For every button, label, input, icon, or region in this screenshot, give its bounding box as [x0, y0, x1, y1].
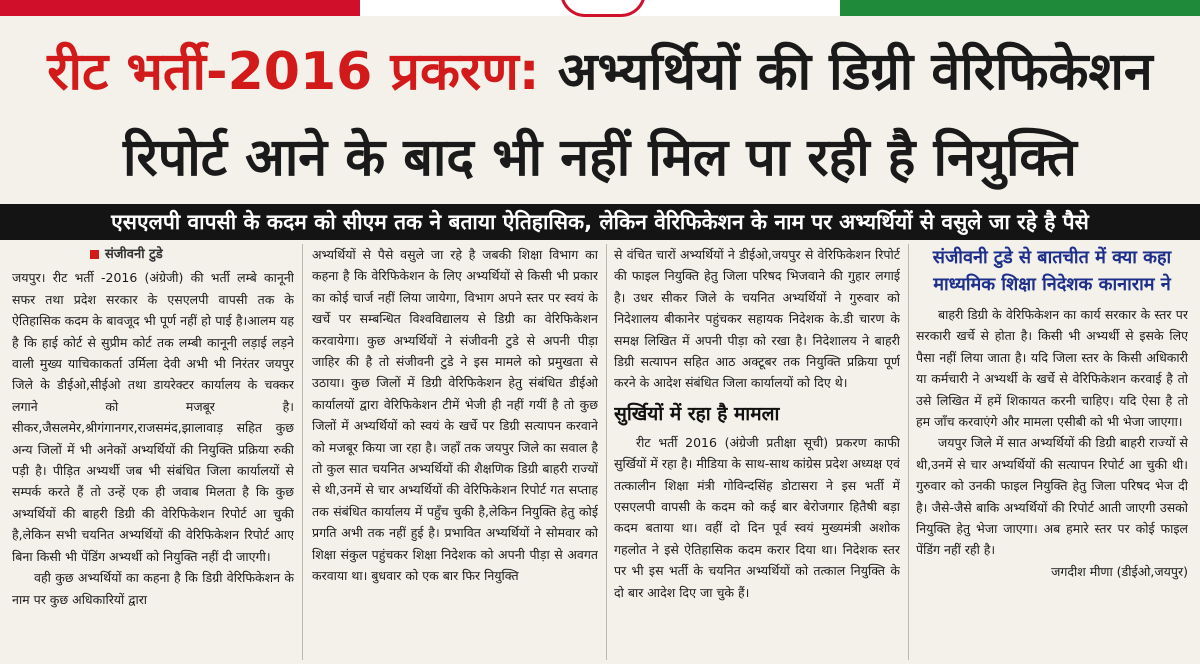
masthead-green-segment	[840, 0, 1200, 16]
column-rule	[908, 244, 909, 660]
headline-kicker: रीट भर्ती-2016 प्रकरण:	[47, 42, 540, 102]
article-column-2	[312, 244, 598, 658]
masthead-red-segment	[0, 0, 360, 16]
section-subheading-text: सुर्खियों में रहा है मामला	[614, 402, 780, 425]
headline-line-1-text: अभ्यर्थियों की डिग्री वेरिफिकेशन	[557, 42, 1153, 102]
subheadline-bar: एसएलपी वापसी के कदम को सीएम तक ने बताया ऐतिहासिक, लेकिन वेरिफिकेशन के नाम पर अभ्यर्थियों से वसुले जा रहे है पैसे	[0, 204, 1200, 240]
section-subheading	[614, 400, 900, 428]
headline-line-1	[0, 34, 1200, 110]
paragraph: वही कुछ अभ्यर्थियों का कहना है कि डिग्री वेरिफिकेशन के नाम पर कुछ अधिकारियों द्वारा	[12, 570, 294, 607]
signature-line: जगदीश मीणा (डीईओ,जयपुर)	[1051, 563, 1188, 579]
article-column-4	[916, 244, 1188, 658]
paragraph: से वंचित चारों अभ्यर्थियों ने डीईओ,जयपुर से वेरिफिकेशन रिपोर्ट की फाइल नियुक्ति हेतु जिला परिषद भिजवाने की गुहार लगाई है। उधर सीकर जिले के चयनित अभ्यर्थियों ने गुरुवार को निदेशालय बीकानेर पहुंचकर सहायक निदेशक के.डी चारण के समक्ष लिखित में अपनी पीड़ा को रखा है। निदेशालय ने बाहरी डिग्री सत्यापन सहित आठ अक्टूबर तक नियुक्ति प्रक्रिया पूर्ण करने के आदेश संबंधित जिला कार्यालयों को दिए थे।	[614, 247, 900, 391]
paragraph: जयपुर। रीट भर्ती -2016 (अंग्रेजी) की भर्ती लम्बे कानूनी सफर तथा प्रदेश सरकार के एसएलपी वापसी तक के ऐतिहासिक कदम के बावजूद भी पूर्ण नहीं हो पाई है।आलम यह है कि हाई कोर्ट से सुप्रीम कोर्ट तक लम्बी कानूनी लड़ाई लड़ने वाली मुख्य याचिकाकर्ता उर्मिला देवी अभी भी निरंतर जयपुर जिले के डीईओ,सीईओ तथा डायरेक्टर कार्यालय के चक्कर लगाने को मजबूर है। सीकर,जैसलमेर,श्रीगंगानगर,राजसमंद,झालावाड़ सहित कुछ अन्य जिलों में भी अनेकों अभ्यर्थियों की नियुक्ति प्रक्रिया रुकी पड़ी है। पीड़ित अभ्यर्थी जब भी संबंधित जिला कार्यालयों से सम्पर्क करते हैं तो उन्हें एक ही जवाब मिलता है कि कुछ अभ्यर्थियों की बाहरी डिग्री की वेरिफिकेशन रिपोर्ट आ चुकी है,लेकिन सभी चयनित अभ्यर्थियों की वेरिफिकेशन रिपोर्ट आए बिना किसी भी पेंडिंग अभ्यर्थी को नियुक्ति नहीं दी जाएगी।	[12, 270, 294, 564]
masthead-logo-arc	[560, 0, 646, 17]
headline	[0, 20, 1200, 200]
byline-square-icon	[90, 250, 99, 259]
masthead-strip	[0, 0, 1200, 16]
article-column-1	[12, 244, 294, 658]
headline-line-2: रिपोर्ट आने के बाद भी नहीं मिल पा रही है नियुक्ति	[123, 128, 1077, 188]
paragraph: अभ्यर्थियों से पैसे वसुले जा रहे है जबकी शिक्षा विभाग का कहना है कि वेरिफिकेशन के लिए अभ्यर्थियों से किसी भी प्रकार का कोई चार्ज नहीं लिया जायेगा, विभाग अपने स्तर पर स्वयं के खर्चे पर सम्बन्धित विश्वविद्यालय से डिग्री का वेरिफिकेशन करवायेगा। कुछ अभ्यर्थियों ने संजीवनी टुडे से अपनी पीड़ा जाहिर की है तो संजीवनी टुडे ने इस मामले को प्रमुखता से उठाया। कुछ जिलों में डिग्री वेरिफिकेशन हेतु संबंधित डीईओ कार्यालयों द्वारा वेरिफिकेशन टीमें भेजी ही नहीं गयीं है तो कुछ जिलों में अभ्यर्थियों को स्वयं के खर्चे पर डिग्री सत्यापन करवाने को मजबूर किया जा रहा है। जहाँ तक जयपुर जिले का सवाल है तो कुल सात चयनित अभ्यर्थियों की शैक्षणिक डिग्री बाहरी राज्यों से थी,उनमें से चार अभ्यर्थियों की वेरिफिकेशन रिपोर्ट गत सप्ताह तक संबंधित कार्यालय में पहुँच चुकी है,लेकिन नियुक्ति हेतु कोई प्रगति अभी तक नहीं हुई है। प्रभावित अभ्यर्थियों ने सोमवार को शिक्षा संकुल पहुंचकर शिक्षा निदेशक को अपनी पीड़ा से अवगत करवाया था। बुधवार को एक बार फिर नियुक्ति	[312, 247, 598, 584]
article-column-3	[614, 244, 900, 658]
paragraph: बाहरी डिग्री के वेरिफिकेशन का कार्य सरकार के स्तर पर सरकारी खर्चे से होता है। किसी भी अभ्यर्थी से इसके लिए पैसा नहीं लिया जाता है। यदि जिला स्तर के किसी अधिकारी या कर्मचारी ने अभ्यर्थी के खर्चे से वेरिफिकेशन करवाई है तो उसे लिखित में हमें शिकायत करनी चाहिए। यदि ऐसा है तो हम जाँच करवाएंगे और मामला एसीबी को भी भेजा जाएगा।	[916, 307, 1188, 430]
interview-heading: संजीवनी टुडे से बातचीत में क्या कहा माध्यमिक शिक्षा निदेशक कानाराम ने	[932, 247, 1172, 295]
byline-text: संजीवनी टुडे	[105, 247, 163, 262]
paragraph: रीट भर्ती 2016 (अंग्रेजी प्रतीक्षा सूची) प्रकरण काफी सुर्खियों में रहा है। मीडिया के साथ-साथ कांग्रेस प्रदेश अध्यक्ष एवं तत्कालीन शिक्षा मंत्री गोविन्दसिंह डोटासरा ने इस भर्ती में एसएलपी वापसी के कदम को कई बार बेरोजगार हितैषी बड़ा कदम बताया था। वहीं दो दिन पूर्व स्वयं मुख्यमंत्री अशोक गहलोत ने इसे ऐतिहासिक कदम करार दिया था। निदेशक स्तर पर भी इस भर्ती के चयनित अभ्यर्थियों को तत्काल नियुक्ति के दो बार आदेश दिए जा चुके हैं।	[614, 434, 900, 600]
column-rule	[606, 244, 607, 660]
column-rule	[302, 244, 303, 660]
paragraph: जयपुर जिले में सात अभ्यर्थियों की डिग्री बाहरी राज्यों से थी,उनमें से चार अभ्यर्थियों की सत्यापन रिपोर्ट आ चुकी थी।गुरुवार को उनकी फाइल नियुक्ति हेतु जिला परिषद भेज दी है। जैसे-जैसे बाकि अभ्यर्थियों की रिपोर्ट आती जाएगी उसको नियुक्ति हेतु भेजा जाएगा। अब हमारे स्तर पर कोई फाइल पेंडिंग नहीं रही है।	[916, 435, 1188, 558]
byline	[90, 244, 294, 265]
